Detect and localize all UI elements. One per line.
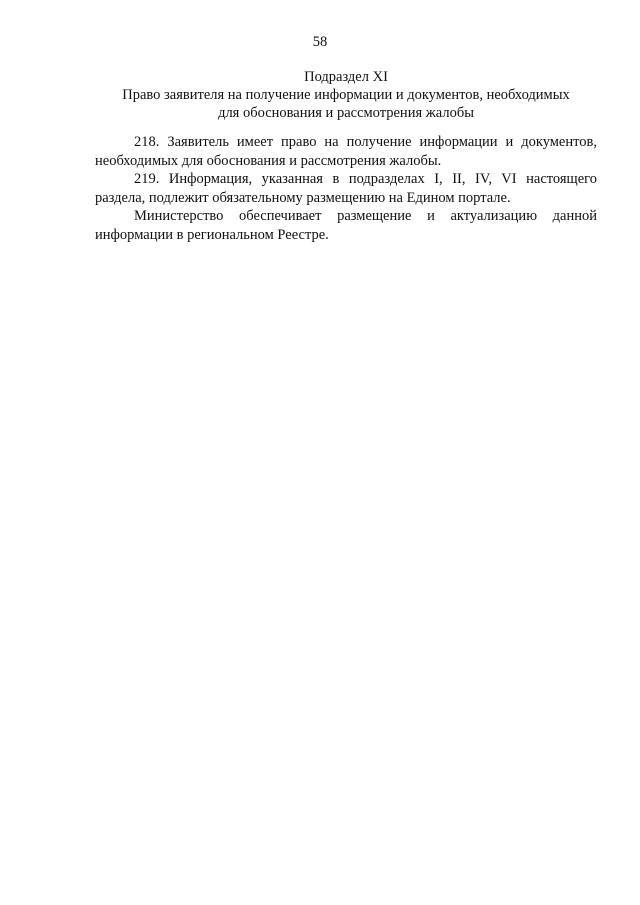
paragraph-218: 218. Заявитель имеет право на получение информации и документов, необходимых для обоснования и рассмотрения жалобы.: [95, 134, 597, 169]
page-number: 58: [312, 34, 328, 50]
subsection-title: Подраздел XI: [304, 69, 388, 85]
paragraph-ministry: Министерство обеспечивает размещение и актуализацию данной информации в региональном Реестре.: [95, 208, 597, 243]
heading-title-line-1: Право заявителя на получение информации и документов, необходимых: [122, 87, 570, 103]
paragraph-219: 219. Информация, указанная в подразделах I, II, IV, VI настоящего раздела, подлежит обязательному размещению на Едином портале.: [95, 171, 597, 206]
body-text: [95, 133, 597, 244]
section-heading: [95, 68, 597, 122]
heading-title-line-2: для обоснования и рассмотрения жалобы: [218, 105, 474, 121]
